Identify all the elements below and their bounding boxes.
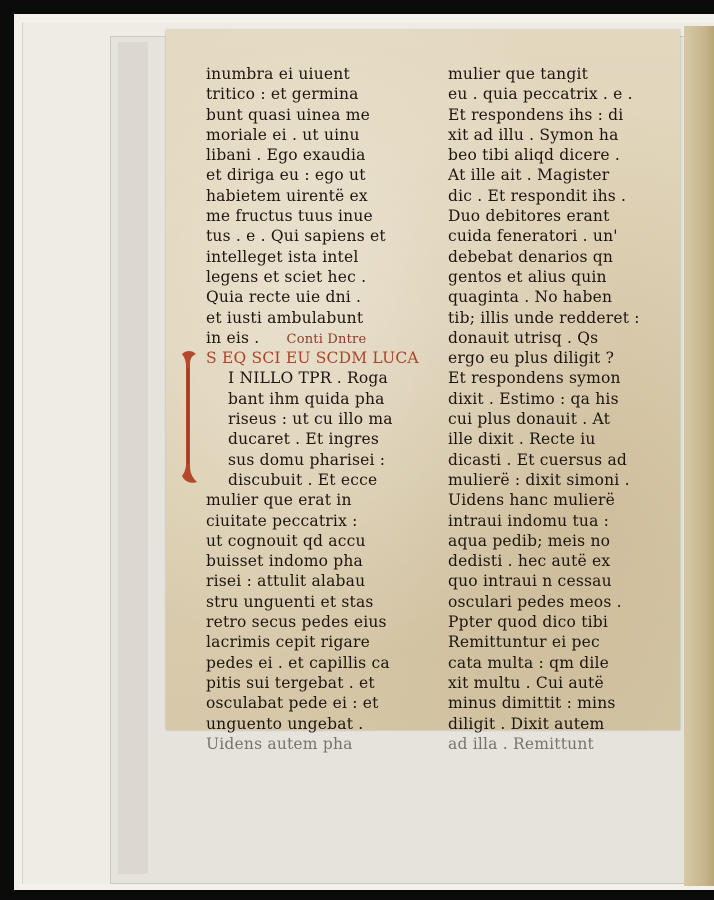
text-line: quo intraui n cessau: [448, 572, 612, 591]
text-line: cuida feneratori . un': [448, 227, 618, 246]
text-line: Et respondens ihs : di: [448, 105, 624, 124]
text-line: tus . e . Qui sapiens et: [206, 227, 386, 246]
text-line: [206, 409, 426, 429]
text-line: tib; illis unde redderet :: [448, 308, 640, 327]
text-line: [206, 470, 426, 490]
text-line: moriale ei . ut uinu: [206, 125, 360, 144]
text-fragment: bant ihm quida pha: [228, 389, 385, 408]
text-line: diligit . Dixit autem: [448, 714, 605, 733]
text-line: mulier que erat in: [206, 491, 352, 510]
text-line: [206, 368, 426, 388]
text-line: Et respondens symon: [448, 369, 621, 388]
text-line: buisset indomo pha: [206, 552, 363, 571]
text-line: stru unguenti et stas: [206, 592, 374, 611]
text-line: minus dimittit : mins: [448, 694, 616, 713]
text-line: [206, 450, 426, 470]
text-line: cata multa : qm dile: [448, 653, 610, 672]
text-line: quaginta . No haben: [448, 288, 613, 307]
rubric-note: Conti Dntre: [286, 331, 367, 347]
text-fragment: riseus : ut cu illo ma: [228, 410, 393, 429]
right-text-column: [448, 64, 672, 754]
mount-strip: [118, 42, 148, 874]
left-text-column: [206, 64, 426, 754]
decorated-initial-I: [176, 348, 202, 488]
text-fragment: sus domu pharisei :: [228, 450, 386, 469]
text-line: Duo debitores erant: [448, 207, 610, 226]
text-line: dicasti . Et cuersus ad: [448, 450, 628, 469]
text-line: et iusti ambulabunt: [206, 308, 364, 327]
text-line: lacrimis cepit rigare: [206, 633, 370, 652]
adjacent-leaf-edge: [684, 26, 714, 886]
text-line-cut: ad illa . Remittunt: [448, 734, 594, 753]
text-line: ciuitate peccatrix :: [206, 511, 358, 530]
text-line: habietem uirentë ex: [206, 186, 368, 205]
text-line: eu . quia peccatrix . e .: [448, 85, 633, 104]
text-line: tritico : et germina: [206, 85, 359, 104]
text-line: Remittuntur ei pec: [448, 633, 600, 652]
text-line: legens et sciet hec .: [206, 267, 367, 286]
text-line-with-note: [206, 328, 426, 348]
text-line: Ppter quod dico tibi: [448, 613, 609, 632]
text-line: cui plus donauit . At: [448, 410, 611, 429]
text-line: beo tibi aliqd dicere .: [448, 146, 621, 165]
text-fragment: I NILLO TPR . Roga: [228, 369, 388, 388]
text-line: At ille ait . Magister: [448, 166, 610, 185]
text-fragment: in eis .: [206, 328, 260, 347]
text-line: ergo eu plus diligit ?: [448, 349, 615, 368]
text-line: inumbra ei uiuent: [206, 65, 350, 83]
text-line: intelleget ista intel: [206, 247, 359, 266]
text-line: debebat denarios qn: [448, 247, 614, 266]
manuscript-leaf: [166, 30, 680, 753]
text-line: osculari pedes meos .: [448, 592, 622, 611]
text-line: osculabat pede ei : et: [206, 694, 379, 713]
text-line: intraui indomu tua :: [448, 511, 610, 530]
text-line: pedes ei . et capillis ca: [206, 653, 390, 672]
text-line: dixit . Estimo : qa his: [448, 389, 619, 408]
text-line: retro secus pedes eius: [206, 613, 387, 632]
text-line: [206, 429, 426, 449]
text-line: pitis sui tergebat . et: [206, 673, 375, 692]
text-line: et diriga eu : ego ut: [206, 166, 366, 185]
text-line: Uidens hanc mulierë: [448, 491, 615, 510]
text-line: xit ad illu . Symon ha: [448, 125, 619, 144]
text-line: Quia recte uie dni .: [206, 288, 362, 307]
text-line: xit multu . Cui autë: [448, 673, 604, 692]
text-line: risei : attulit alabau: [206, 572, 366, 591]
text-line: aqua pedib; meis no: [448, 531, 611, 550]
text-fragment: discubuit . Et ecce: [228, 470, 378, 489]
text-line: mulierë : dixit simoni .: [448, 470, 630, 489]
text-fragment: ducaret . Et ingres: [228, 430, 380, 449]
text-line: dedisti . hec autë ex: [448, 552, 611, 571]
text-line: donauit utrisq . Qs: [448, 328, 599, 347]
text-line: libani . Ego exaudia: [206, 146, 366, 165]
text-line: ille dixit . Recte iu: [448, 430, 596, 449]
text-line: bunt quasi uinea me: [206, 105, 370, 124]
rubric-heading: S EQ SCI EU SCDM LUCA: [206, 349, 419, 368]
text-line: unguento ungebat .: [206, 714, 364, 733]
text-line: dic . Et respondit ihs .: [448, 186, 627, 205]
text-line: ut cognouit qd accu: [206, 531, 366, 550]
text-line: mulier que tangit: [448, 65, 589, 83]
text-line: [206, 389, 426, 409]
text-line: me fructus tuus inue: [206, 207, 373, 226]
text-line-cut: Uidens autem pha: [206, 734, 353, 753]
text-line: gentos et alius quin: [448, 267, 607, 286]
